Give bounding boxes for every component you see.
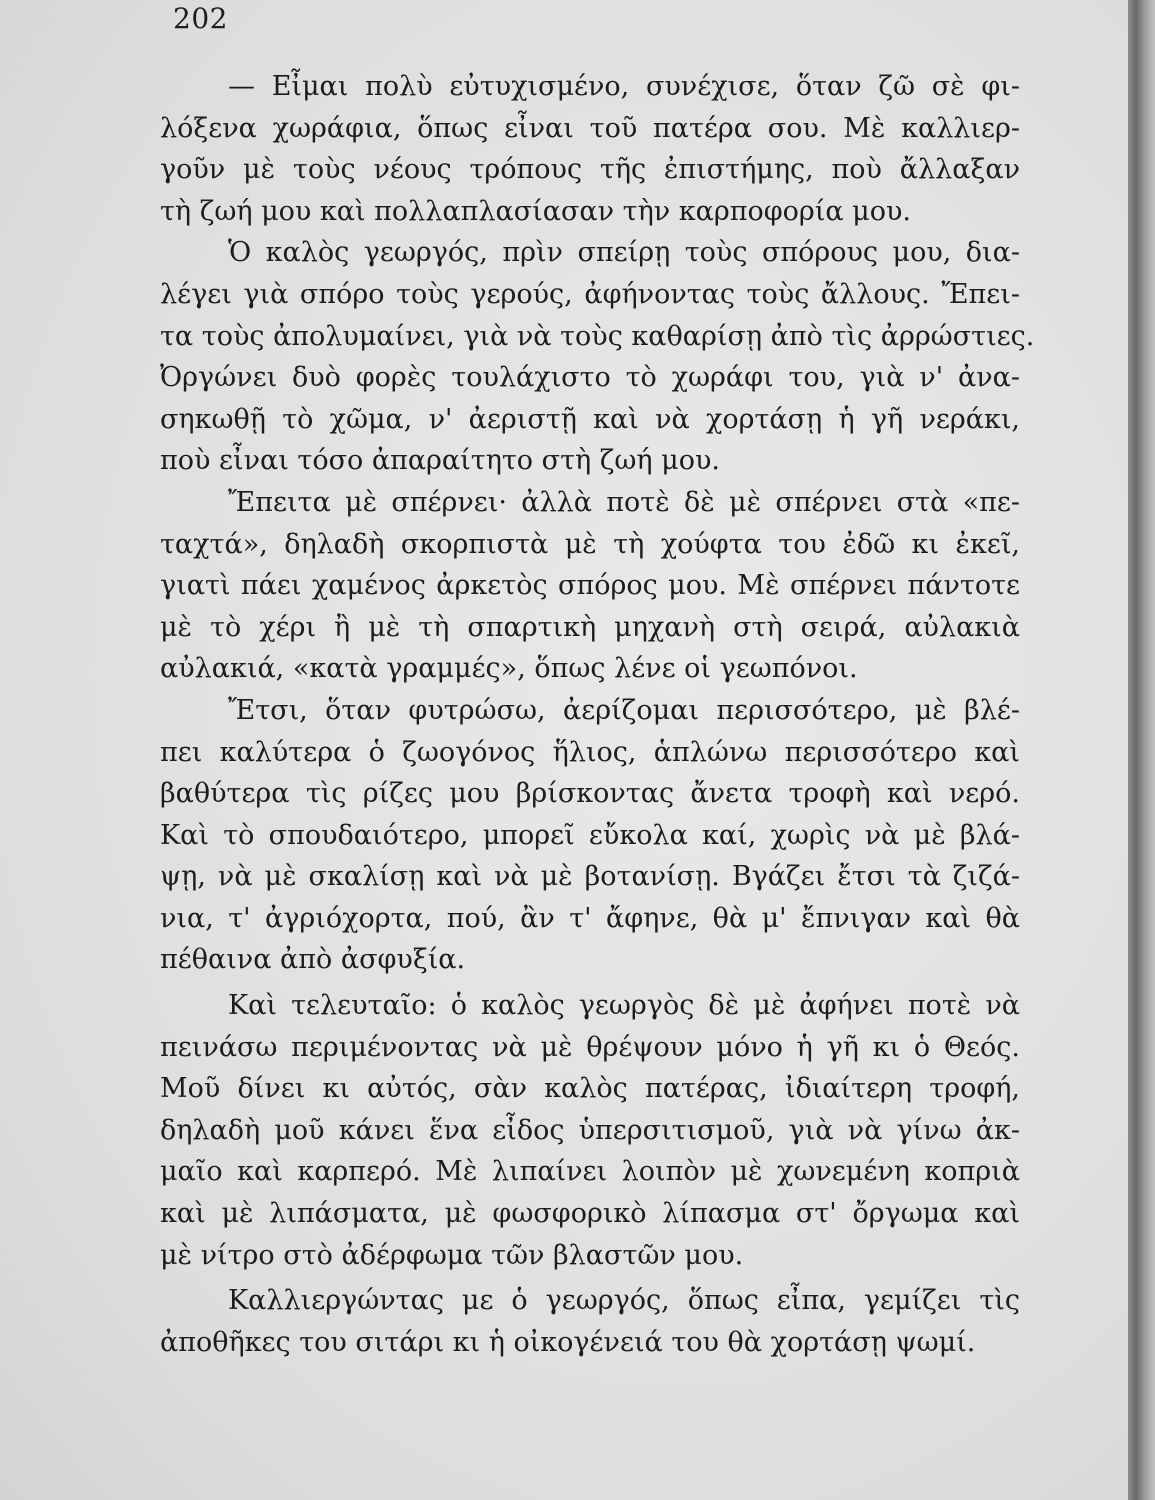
page-number: 202	[173, 2, 228, 35]
body-text	[160, 66, 1035, 1363]
text-line: Ἔτσι, ὅταν φυτρώσω, ἀερίζομαι περισσότερο, μὲ βλέ-	[228, 694, 1020, 726]
text-line: τα τοὺς ἀπολυμαίνει, γιὰ νὰ τοὺς καθαρίσῃ ἀπὸ τὶς ἀρρώστιες.	[160, 320, 1035, 352]
text-line: νια, τ' ἀγριόχορτα, πού, ἂν τ' ἄφηνε, θὰ μ' ἔπνιγαν καὶ θὰ	[160, 902, 1020, 934]
paragraph	[160, 66, 1020, 232]
text-line: δηλαδὴ μοῦ κάνει ἕνα εἶδος ὑπερσιτισμοῦ, γιὰ νὰ γίνω ἀκ-	[160, 1114, 1020, 1146]
text-line: πει καλύτερα ὁ ζωογόνος ἥλιος, ἁπλώνω περισσότερο καὶ	[160, 736, 1020, 768]
text-line: πεινάσω περιμένοντας νὰ μὲ θρέψουν μόνο ἡ γῆ κι ὁ Θεός.	[160, 1031, 1020, 1063]
text-line: πέθαινα ἀπὸ ἀσφυξία.	[160, 944, 466, 976]
text-line: αὐλακιά, «κατὰ γραμμές», ὅπως λένε οἱ γεωπόνοι.	[160, 653, 858, 685]
text-line: βαθύτερα τὶς ρίζες μου βρίσκοντας ἄνετα τροφὴ καὶ νερό.	[160, 778, 1020, 810]
text-line: γιατὶ πάει χαμένος ἀρκετὸς σπόρος μου. Μὲ σπέρνει πάντοτε	[160, 570, 1020, 602]
text-line: λόξενα χωράφια, ὅπως εἶναι τοῦ πατέρα σου. Μὲ καλλιερ-	[160, 112, 1020, 144]
text-line: μὲ νίτρο στὸ ἀδέρφωμα τῶν βλαστῶν μου.	[160, 1239, 744, 1271]
text-line: τὴ ζωή μου καὶ πολλαπλασίασαν τὴν καρποφορία μου.	[160, 195, 911, 227]
paragraph	[160, 1280, 1020, 1363]
text-line: λέγει γιὰ σπόρο τοὺς γερούς, ἀφήνοντας τοὺς ἄλλους. Ἔπει-	[160, 278, 1020, 310]
text-line: ψῃ, νὰ μὲ σκαλίσῃ καὶ νὰ μὲ βοτανίσῃ. Βγάζει ἔτσι τὰ ζιζά-	[160, 861, 1020, 893]
paragraph	[160, 482, 1020, 690]
text-line: μαῖο καὶ καρπερό. Μὲ λιπαίνει λοιπὸν μὲ χωνεμένη κοπριὰ	[160, 1156, 1020, 1188]
paragraph	[160, 232, 1035, 482]
text-line: Καὶ τὸ σπουδαιότερο, μπορεῖ εὔκολα καί, χωρὶς νὰ μὲ βλά-	[160, 819, 1020, 851]
text-line: μὲ τὸ χέρι ἢ μὲ τὴ σπαρτικὴ μηχανὴ στὴ σειρά, αὐλακιὰ	[160, 611, 1020, 643]
text-line: ποὺ εἶναι τόσο ἀπαραίτητο στὴ ζωή μου.	[160, 445, 720, 477]
text-line: γοῦν μὲ τοὺς νέους τρόπους τῆς ἐπιστήμης, ποὺ ἄλλαξαν	[160, 154, 1020, 186]
paragraph	[160, 985, 1020, 1276]
text-line: Καλλιεργώντας με ὁ γεωργός, ὅπως εἶπα, γεμίζει τὶς	[228, 1285, 1020, 1317]
text-line: ταχτά», δηλαδὴ σκορπιστὰ μὲ τὴ χούφτα του ἐδῶ κι ἐκεῖ,	[160, 528, 1020, 560]
text-line: Καὶ τελευταῖο: ὁ καλὸς γεωργὸς δὲ μὲ ἀφήνει ποτὲ νὰ	[228, 990, 1020, 1022]
text-line: Ἔπειτα μὲ σπέρνει· ἀλλὰ ποτὲ δὲ μὲ σπέρνει στὰ «πε-	[228, 486, 1020, 518]
text-line: — Εἶμαι πολὺ εὐτυχισμένο, συνέχισε, ὅταν ζῶ σὲ φι-	[228, 71, 1020, 102]
text-line: Ὀργώνει δυὸ φορὲς τουλάχιστο τὸ χωράφι του, γιὰ ν' ἀνα-	[160, 362, 1020, 394]
text-line: σηκωθῇ τὸ χῶμα, ν' ἀεριστῇ καὶ νὰ χορτάσῃ ἡ γῆ νεράκι,	[160, 403, 1020, 435]
text-line: Μοῦ δίνει κι αὐτός, σὰν καλὸς πατέρας, ἰδιαίτερη τροφή,	[160, 1073, 1020, 1105]
text-line: Ὁ καλὸς γεωργός, πρὶν σπείρῃ τοὺς σπόρους μου, δια-	[228, 237, 1020, 269]
text-line: ἀποθῆκες του σιτάρι κι ἡ οἰκογένειά του θὰ χορτάσῃ ψωμί.	[160, 1326, 976, 1358]
paragraph	[160, 690, 1020, 981]
text-line: καὶ μὲ λιπάσματα, μὲ φωσφορικὸ λίπασμα στ' ὄργωμα καὶ	[160, 1198, 1020, 1230]
binding-edge	[1128, 0, 1155, 1500]
